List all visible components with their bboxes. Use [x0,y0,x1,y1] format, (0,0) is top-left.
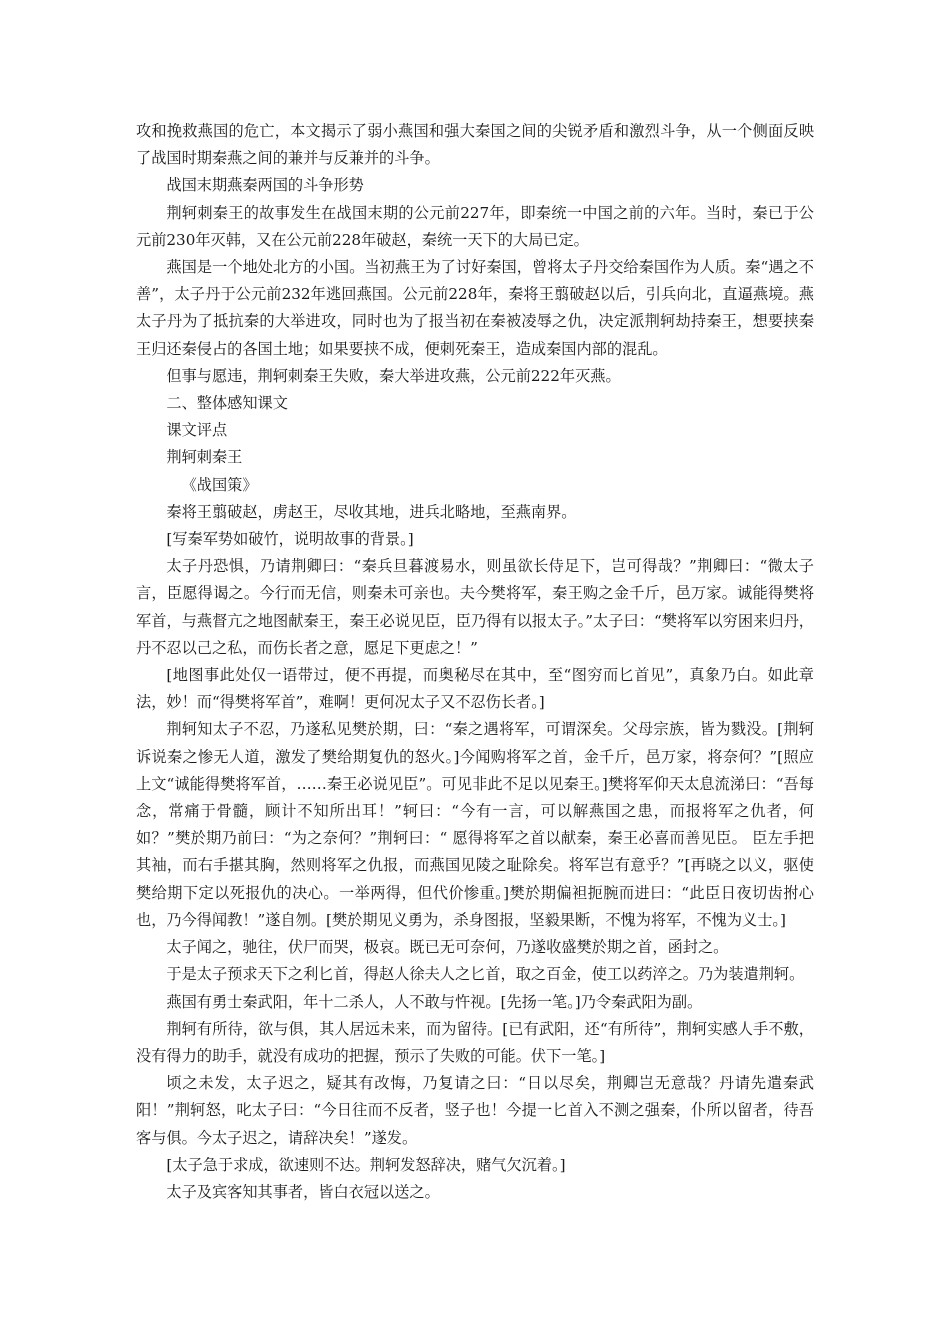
paragraph: 太子闻之，驰往，伏尸而哭，极哀。既已无可奈何，乃遂收盛樊於期之首，函封之。 [166,938,729,957]
paragraph: 燕国是一个地处北方的小国。当初燕王为了讨好秦国，曾将太子丹交给秦国作为人质。秦“遇之不善”，太子丹于公元前232年逃回燕国。公元前228年，秦将王翦破赵以后，引兵向北，直逼燕境。燕太子丹为了抵抗秦的大举进攻，同时也为了报当初在秦被凌辱之仇，决定派荆轲劫持秦王，想要挟秦王归还秦侵占的各国土地；如果要挟不成，便刺死秦王，造成秦国内部的混乱。 [136,258,814,358]
paragraph: 燕国有勇士秦武阳，年十二杀人，人不敢与忤视。[先扬一笔。]乃令秦武阳为副。 [166,992,703,1011]
paragraph: 荆轲知太子不忍，乃遂私见樊於期，曰：“秦之遇将军，可谓深矣。父母宗族，皆为戮没。[荆轲诉说秦之惨无人道，激发了樊给期复仇的怒火。]今闻购将军之首，金千斤，邑万家，将奈何？”[照应上文“诚能得樊将军首，……秦王必说见臣”。可见非此不足以见秦王。]樊将军仰天太息流涕曰：“吾每念，常痛于骨髓，顾计不知所出耳！”轲曰：“今有一言，可以解燕国之患，而报将军之仇者，何如？”樊於期乃前曰：“为之奈何？”荆轲曰：“ 愿得将军之首以献秦，秦王必喜而善见臣。 臣左手把其袖，而右手揕其胸，然则将军之仇报，而燕国见陵之耻除矣。将军岂有意乎？”[再晓之以义，驱使樊给期下定以死报仇的决心。一举两得，但代价惨重。]樊於期偏袒扼腕而进曰：“此臣日夜切齿拊心也，乃今得闻教！”遂自刎。[樊於期见义勇为，杀身图报，坚毅果断，不愧为将军，不愧为义士。] [136,720,814,929]
paragraph: 但事与愿违，荆轲刺秦王失败，秦大举进攻燕，公元前222年灭燕。 [166,366,621,385]
section-heading: 战国末期燕秦两国的斗争形势 [166,176,364,195]
paragraph: 太子及宾客知其事者，皆白衣冠以送之。 [166,1182,440,1201]
paragraph: 荆轲刺秦王的故事发生在战国末期的公元前227年，即秦统一中国之前的六年。当时，秦已于公元前230年灭韩，又在公元前228年破赵，秦统一天下的大局已定。 [136,203,814,249]
paragraph: 荆轲有所待，欲与俱，其人居远未来，而为留待。[已有武阳，还“有所待”，荆轲实感人手不敷，没有得力的助手，就没有成功的把握，预示了失败的可能。伏下一笔。] [136,1019,814,1065]
paragraph: 顷之未发，太子迟之，疑其有改悔，乃复请之曰：“日以尽矣，荆卿岂无意哉？丹请先遣秦武阳！”荆轲怒，叱太子曰：“今日往而不反者，竖子也！今提一匕首入不测之强秦，仆所以留者，待吾客与俱。今太子迟之，请辞决矣！”遂发。 [136,1074,814,1147]
paragraph: 太子丹恐惧，乃请荆卿曰：“秦兵旦暮渡易水，则虽欲长侍足下，岂可得哉？”荆卿曰：“微太子言，臣愿得谒之。今行而无信，则秦未可亲也。夫今樊将军，秦王购之金千斤，邑万家。诚能得樊将军首，与燕督亢之地图献秦王，秦王必说见臣，臣乃得有以报太子。”太子曰：“樊将军以穷困来归丹，丹不忍以己之私，而伤长者之意，愿足下更虑之！” [136,557,814,657]
paragraph: 于是太子预求天下之利匕首，得赵人徐夫人之匕首，取之百金，使工以药淬之。乃为装遣荆轲。 [166,965,805,984]
document-page [136,118,814,1206]
annotation: [太子急于求成，欲速则不达。荆轲发怒辞决，赌气欠沉着。] [166,1155,566,1174]
text-source: 《战国策》 [181,475,258,494]
paragraph: 攻和挽救燕国的危亡，本文揭示了弱小燕国和强大秦国之间的尖锐矛盾和激烈斗争，从一个侧面反映了战国时期秦燕之间的兼并与反兼并的斗争。 [136,122,814,168]
text-title: 荆轲刺秦王 [166,448,243,467]
section-heading: 二、整体感知课文 [166,394,288,413]
annotation: [地图事此处仅一语带过，便不再提，而奥秘尽在其中，至“图穷而匕首见”，真象乃白。如此章法，妙！而“得樊将军首”，难啊！更何况太子又不忍伤长者。] [136,666,814,712]
annotation: [写秦军势如破竹，说明故事的背景。] [166,530,414,549]
paragraph: 秦将王翦破赵，虏赵王，尽收其地，进兵北略地，至燕南界。 [166,502,577,521]
sub-heading: 课文评点 [166,421,228,440]
